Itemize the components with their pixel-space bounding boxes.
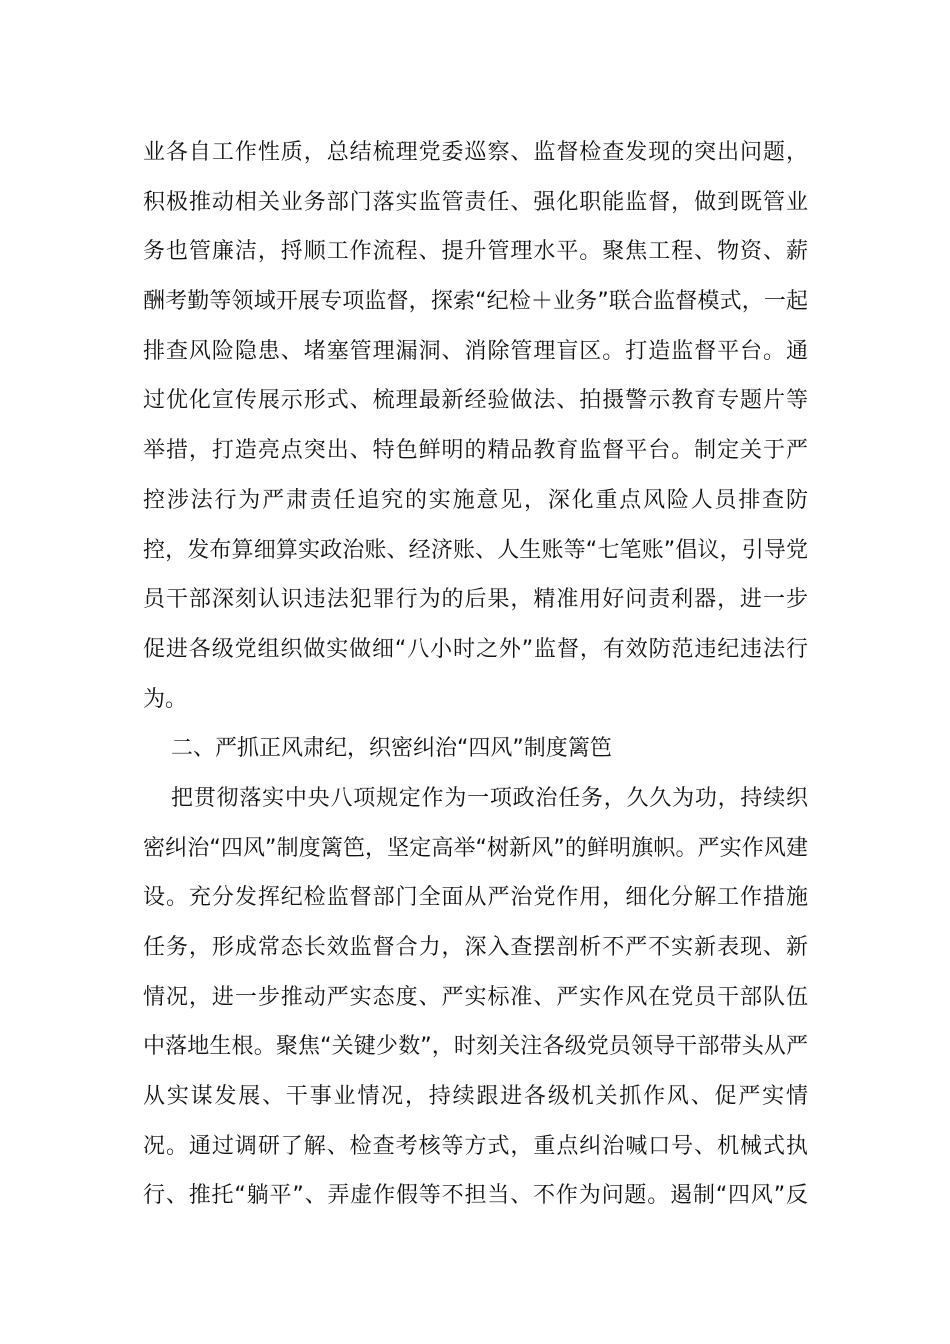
text-line: 积极推动相关业务部门落实监管责任、强化职能监督，做到既管业	[143, 189, 808, 215]
text-line: 行、推托“躺平”、弄虚作假等不担当、不作为问题。遏制“四风”反	[143, 1183, 808, 1209]
text-line: 设。充分发挥纪检监督部门全面从严治党作用，细化分解工作措施	[143, 885, 808, 911]
text-line: 促进各级党组织做实做细“八小时之外”监督，有效防范违纪违法行	[143, 636, 808, 662]
text-line: 任务，形成常态长效监督合力，深入查摆剖析不严不实新表现、新	[143, 935, 808, 960]
paragraph-1	[143, 128, 808, 724]
text-line: 员干部深刻认识违法犯罪行为的后果，精准用好问责利器，进一步	[143, 587, 808, 613]
text-line: 情况，进一步推动严实态度、严实标准、严实作风在党员干部队伍	[143, 984, 808, 1010]
text-line: 从实谋发展、干事业情况，持续跟进各级机关抓作风、促严实情	[143, 1084, 808, 1110]
document-body	[143, 128, 808, 1221]
text-line: 务也管廉洁，捋顺工作流程、提升管理水平。聚焦工程、物资、薪	[143, 239, 808, 265]
text-line: 过优化宣传展示形式、梳理最新经验做法、拍摄警示教育专题片等	[143, 388, 808, 414]
section-heading: 二、严抓正风肃纪，织密纠治“四风”制度篱笆	[171, 736, 612, 762]
text-line: 为。	[143, 686, 188, 712]
text-line: 酬考勤等领域开展专项监督，探索“纪检＋业务”联合监督模式，一起	[143, 289, 808, 315]
paragraph-2	[143, 774, 808, 1221]
text-line: 业各自工作性质，总结梳理党委巡察、监督检查发现的突出问题，	[143, 140, 808, 165]
text-line: 中落地生根。聚焦“关键少数”，时刻关注各级党员领导干部带头从严	[143, 1034, 808, 1060]
text-line: 控，发布算细算实政治账、经济账、人生账等“七笔账”倡议，引导党	[143, 537, 808, 563]
text-line: 排查风险隐患、堵塞管理漏洞、消除管理盲区。打造监督平台。通	[143, 338, 808, 364]
text-line: 把贯彻落实中央八项规定作为一项政治任务，久久为功，持续织	[171, 785, 808, 811]
text-line: 控涉法行为严肃责任追究的实施意见，深化重点风险人员排查防	[143, 487, 808, 513]
text-line: 况。通过调研了解、检查考核等方式，重点纠治喊口号、机械式执	[143, 1133, 808, 1159]
text-line: 密纠治“四风”制度篱笆，坚定高举“树新风”的鲜明旗帜。严实作风建	[143, 835, 808, 861]
text-line: 举措，打造亮点突出、特色鲜明的精品教育监督平台。制定关于严	[143, 438, 808, 464]
